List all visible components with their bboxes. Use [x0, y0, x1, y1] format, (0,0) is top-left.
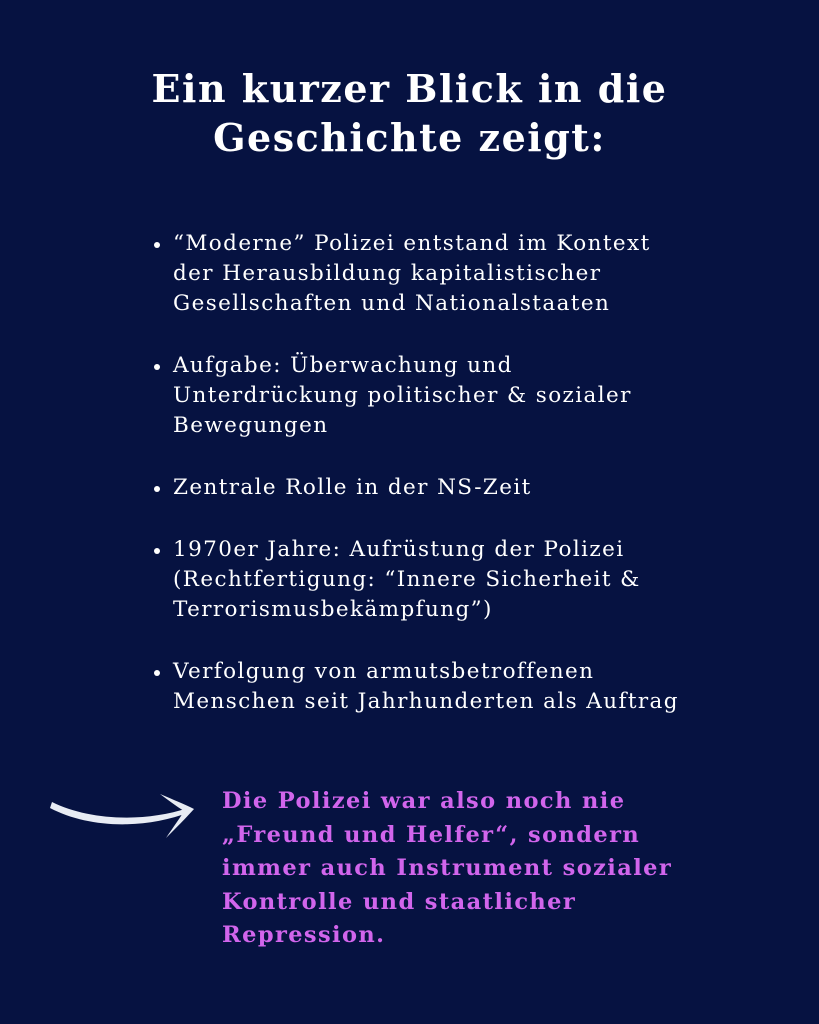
history-bullet-list	[154, 229, 774, 749]
bullet-text-line: 1970er Jahre: Aufrüstung der Polizei	[173, 537, 625, 562]
bullet-dot-icon	[154, 670, 160, 676]
bullet-text-line: Bewegungen	[173, 413, 329, 438]
bullet-text-line: Verfolgung von armutsbetroffenen	[173, 659, 595, 684]
bullet-text-line: Terrorismusbekämpfung”)	[173, 597, 493, 622]
bullet-text-line: “Moderne” Polizei entstand im Kontext	[173, 231, 651, 256]
conclusion-line: immer auch Instrument sozialer	[222, 855, 673, 881]
bullet-item-modern-police	[154, 229, 774, 319]
bullet-text-line: Aufgabe: Überwachung und	[173, 353, 513, 378]
bullet-item-poverty	[154, 657, 774, 717]
page-title	[0, 64, 819, 162]
bullet-text-line: Zentrale Rolle in der NS-Zeit	[173, 475, 532, 500]
conclusion-line: Repression.	[222, 922, 386, 948]
conclusion-text	[222, 785, 782, 953]
bullet-text-line: Gesellschaften und Nationalstaaten	[173, 291, 611, 316]
bullet-dot-icon	[154, 364, 160, 370]
bullet-item-task	[154, 351, 774, 441]
bullet-text-line: Unterdrückung politischer & sozialer	[173, 383, 632, 408]
title-line: Geschichte zeigt:	[213, 115, 606, 160]
conclusion-line: Kontrolle und staatlicher	[222, 888, 577, 915]
bullet-item-ns-era	[154, 473, 774, 503]
bullet-dot-icon	[154, 486, 160, 492]
title-line: Ein kurzer Blick in die	[151, 66, 668, 111]
bullet-text-line: (Rechtfertigung: “Innere Sicherheit &	[173, 567, 641, 592]
conclusion-line: „Freund und Helfer“, sondern	[222, 821, 641, 848]
curved-arrow-right-icon	[48, 790, 198, 842]
bullet-dot-icon	[154, 242, 160, 248]
bullet-text-line: der Herausbildung kapitalistischer	[173, 261, 602, 286]
conclusion-line: Die Polizei war also noch nie	[222, 788, 626, 814]
bullet-item-1970s	[154, 535, 774, 625]
bullet-text-line: Menschen seit Jahrhunderten als Auftrag	[173, 689, 679, 714]
bullet-dot-icon	[154, 548, 160, 554]
